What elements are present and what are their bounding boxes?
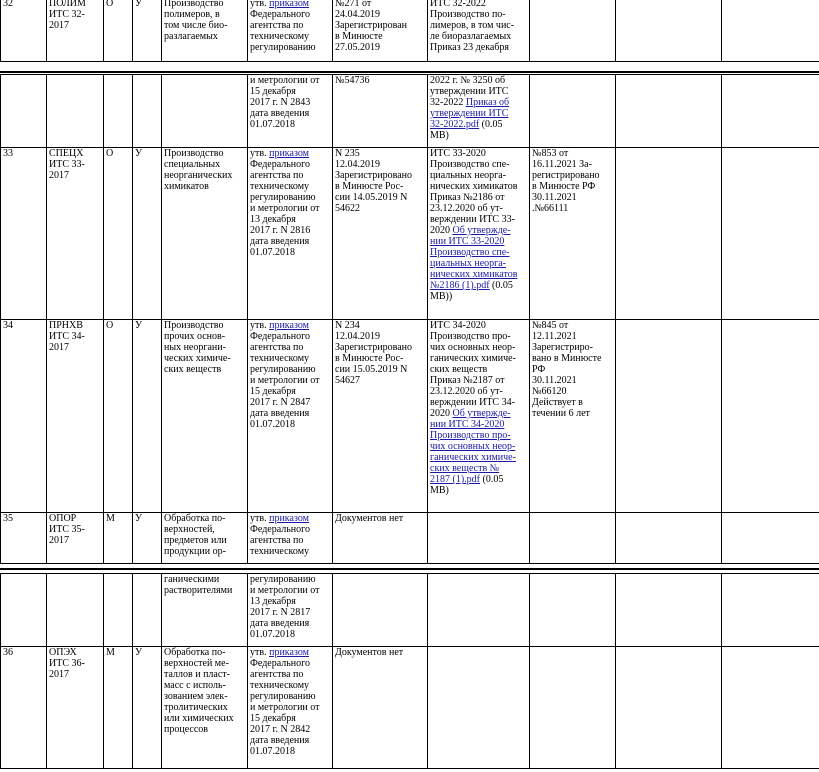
amendment-line: Действует в	[532, 397, 583, 408]
title-cell	[162, 75, 248, 148]
status-cell: У	[133, 0, 162, 62]
approval-text: Федерального	[250, 159, 311, 170]
registration-line: 12.04.2019	[335, 159, 380, 170]
registration-line: 12.04.2019	[335, 331, 380, 342]
approval-text: и метрологии от	[250, 375, 320, 386]
new-its-document-text: ских веществ	[430, 364, 488, 375]
amendment-cell	[530, 0, 616, 62]
registration-line: N 234	[335, 320, 360, 331]
approval-text: агентства по	[250, 170, 304, 181]
approval-text: регулированию	[250, 42, 316, 53]
table-row	[1, 75, 819, 148]
table-block-2	[0, 74, 819, 564]
approval-text: 01.07.2018	[250, 247, 295, 258]
new-its-document-text: ганических химиче-	[430, 353, 516, 364]
new-its-document-cell	[428, 148, 530, 320]
title-line: верхностей,	[164, 524, 215, 535]
approval-text: 2017 г. N 2843	[250, 97, 311, 108]
approval-text: дата введения	[250, 108, 310, 119]
approval-text: Федерального	[250, 524, 311, 535]
table-block-1	[0, 0, 819, 62]
approval-text: дата введения	[250, 408, 310, 419]
new-its-document-link[interactable]: нических химикатов	[430, 269, 518, 280]
title-line: масс с исполь-	[164, 680, 226, 691]
its-code-line: ИТС 36-	[49, 658, 85, 669]
its-code-line: ОПЭХ	[49, 647, 77, 658]
registration-line: в Минюсте	[335, 31, 383, 42]
new-its-document-link[interactable]: Производство спе-	[430, 247, 510, 258]
approval-text: техническому	[250, 181, 310, 192]
approval-text: утв.	[250, 320, 270, 331]
registration-line: в Минюсте Рос-	[335, 353, 404, 364]
its-table-part-3	[0, 573, 819, 769]
table-body-3	[1, 574, 819, 769]
new-its-document-text: 23.12.2020 об ут-	[430, 386, 503, 397]
approval-link[interactable]: приказом	[269, 0, 309, 9]
amendment-line: течении 6 лет	[532, 408, 590, 419]
table-row	[1, 148, 819, 320]
new-its-document-link[interactable]: Об утвержде-	[452, 408, 511, 419]
new-its-document-text: (0.05	[480, 474, 504, 485]
its-table-part-2	[0, 74, 819, 564]
table-block-3	[0, 573, 819, 769]
its-code-line: ПРНХВ	[49, 320, 83, 331]
title-line: зованием элек-	[164, 691, 228, 702]
new-its-document-link[interactable]: утверждении ИТС	[430, 108, 509, 119]
its-code-cell	[47, 75, 104, 148]
new-its-document-cell	[428, 0, 530, 62]
amendment-line: 12.11.2021	[532, 331, 577, 342]
title-line: продукции ор-	[164, 546, 226, 557]
new-its-document-cell	[428, 75, 530, 148]
title-cell	[162, 513, 248, 564]
its-code-line: ОПОР	[49, 513, 77, 524]
its-code-cell	[47, 0, 104, 62]
empty-cell	[722, 0, 819, 62]
row-number-cell: 35	[1, 513, 47, 564]
approval-cell	[248, 75, 333, 148]
its-code-line: ПОЛИМ	[49, 0, 86, 9]
title-line: ческих химиче-	[164, 353, 231, 364]
amendment-cell	[530, 148, 616, 320]
empty-cell	[616, 320, 722, 513]
new-its-document-text: ИТС 33-2020	[430, 148, 486, 159]
amendment-line: 30.11.2021	[532, 192, 577, 203]
amendment-line: 16.11.2021 За-	[532, 159, 592, 170]
title-line: таллов и пласт-	[164, 669, 230, 680]
amendment-line: 30.11.2021	[532, 375, 577, 386]
approval-text: регулированию	[250, 691, 316, 702]
empty-cell	[616, 513, 722, 564]
approval-text: Федерального	[250, 9, 311, 20]
registration-line: 54627	[335, 375, 360, 386]
new-its-document-text: нических химикатов	[430, 181, 518, 192]
new-its-document-text: 2022 г. № 3250 об	[430, 75, 506, 86]
approval-text: утв.	[250, 513, 270, 524]
registration-cell	[333, 148, 428, 320]
new-its-document-cell	[428, 647, 530, 769]
status-cell: У	[133, 320, 162, 513]
amendment-cell	[530, 574, 616, 647]
new-its-document-text: MB)	[430, 130, 449, 141]
title-line: ных неоргани-	[164, 342, 226, 353]
approval-text: агентства по	[250, 20, 304, 31]
table-body-1	[1, 0, 819, 62]
new-its-document-link[interactable]: циальных неорга-	[430, 258, 507, 269]
empty-cell	[616, 148, 722, 320]
approval-text: и метрологии от	[250, 702, 320, 713]
new-its-document-text: ИТС 32-2022	[430, 0, 486, 9]
new-its-document-text: Производство по-	[430, 9, 506, 20]
new-its-document-text: верждении ИТС 33-	[430, 214, 515, 225]
approval-text: 01.07.2018	[250, 119, 295, 130]
registration-cell	[333, 513, 428, 564]
new-its-document-text: (0.05	[479, 119, 503, 130]
its-table-part-1	[0, 0, 819, 62]
approval-link[interactable]: приказом	[269, 320, 309, 331]
row-number-cell: 36	[1, 647, 47, 769]
approval-link[interactable]: приказом	[269, 647, 309, 658]
title-cell	[162, 320, 248, 513]
approval-text: Федерального	[250, 331, 311, 342]
registration-line: N 235	[335, 148, 360, 159]
approval-text: 01.07.2018	[250, 629, 295, 640]
new-its-document-text: утверждении ИТС	[430, 86, 509, 97]
approval-text: дата введения	[250, 618, 310, 629]
title-line: растворителями	[164, 585, 233, 596]
approval-link[interactable]: приказом	[269, 513, 309, 524]
registration-line: Зарегистрирован	[335, 20, 408, 31]
approval-text: техническому	[250, 353, 310, 364]
registration-cell	[333, 320, 428, 513]
its-code-line: 2017	[49, 20, 69, 31]
new-its-document-text: чих основных неор-	[430, 342, 516, 353]
category-cell: М	[104, 647, 133, 769]
registration-line: 54622	[335, 203, 360, 214]
registration-line: 24.04.2019	[335, 9, 380, 20]
registration-line: Зарегистрировано	[335, 342, 413, 353]
new-its-document-text: Приказ №2187 от	[430, 375, 505, 386]
row-number-cell: 34	[1, 320, 47, 513]
title-line: Производство	[164, 0, 224, 9]
new-its-document-link[interactable]: чих основных неор-	[430, 441, 516, 452]
new-its-document-text: 32-2022	[430, 97, 466, 108]
title-line: прочих основ-	[164, 331, 226, 342]
approval-cell	[248, 647, 333, 769]
amendment-line: регистрировано	[532, 170, 600, 181]
table-row	[1, 0, 819, 62]
approval-cell	[248, 574, 333, 647]
new-its-document-text: верждении ИТС 34-	[430, 397, 515, 408]
approval-text: 15 декабря	[250, 713, 296, 724]
approval-text: регулированию	[250, 364, 316, 375]
approval-cell	[248, 148, 333, 320]
title-line: процессов	[164, 724, 208, 735]
registration-cell	[333, 647, 428, 769]
new-its-document-text: Производство про-	[430, 331, 511, 342]
approval-text: Федерального	[250, 658, 311, 669]
title-line: ганическими	[164, 574, 220, 585]
new-its-document-text: циальных неорга-	[430, 170, 507, 181]
amendment-line: Зарегистриро-	[532, 342, 593, 353]
its-code-line: ИТС 35-	[49, 524, 85, 535]
new-its-document-text: (0.05	[489, 280, 513, 291]
approval-text: утв.	[250, 148, 270, 159]
new-its-document-link[interactable]: 2187 (1).pdf	[430, 474, 480, 485]
category-cell: О	[104, 0, 133, 62]
empty-cell	[616, 75, 722, 148]
its-code-line: ИТС 34-	[49, 331, 85, 342]
approval-text: и метрологии от	[250, 203, 320, 214]
amendment-line: №845 от	[532, 320, 569, 331]
title-line: или химических	[164, 713, 234, 724]
empty-cell	[722, 75, 819, 148]
category-cell: О	[104, 148, 133, 320]
empty-cell	[722, 320, 819, 513]
amendment-line: в Минюсте РФ	[532, 181, 596, 192]
its-code-line: 2017	[49, 342, 69, 353]
approval-text: 15 декабря	[250, 386, 296, 397]
page-break-divider	[0, 71, 819, 73]
empty-cell	[722, 148, 819, 320]
new-its-document-link[interactable]: нии ИТС 34-2020	[430, 419, 505, 430]
row-number-cell: 33	[1, 148, 47, 320]
approval-text: утв.	[250, 647, 270, 658]
new-its-document-text: 23.12.2020 об ут-	[430, 203, 503, 214]
approval-text: 13 декабря	[250, 214, 296, 225]
registration-line: Документов нет	[335, 647, 404, 658]
title-line: Обработка по-	[164, 513, 226, 524]
approval-text: и метрологии от	[250, 75, 320, 86]
category-cell	[104, 75, 133, 148]
its-code-cell	[47, 647, 104, 769]
its-code-line: 2017	[49, 170, 69, 181]
new-its-document-cell	[428, 320, 530, 513]
amendment-cell	[530, 647, 616, 769]
amendment-line: №66120	[532, 386, 567, 397]
category-cell	[104, 574, 133, 647]
new-its-document-link[interactable]: ганических химиче-	[430, 452, 516, 463]
table-row	[1, 574, 819, 647]
its-code-cell	[47, 148, 104, 320]
approval-text: техническому	[250, 546, 310, 557]
approval-text: 01.07.2018	[250, 419, 295, 430]
new-its-document-text: ле биоразлагаемых	[430, 31, 512, 42]
empty-cell	[616, 647, 722, 769]
table-row	[1, 647, 819, 769]
new-its-document-link[interactable]: №2186 (1).pdf	[430, 280, 490, 291]
title-line: Производство	[164, 320, 224, 331]
title-line: неорганических	[164, 170, 233, 181]
table-body-2	[1, 75, 819, 564]
amendment-line: РФ	[532, 364, 546, 375]
registration-cell	[333, 0, 428, 62]
row-number-cell	[1, 75, 47, 148]
new-its-document-text: ИТС 34-2020	[430, 320, 486, 331]
amendment-line: №853 от	[532, 148, 569, 159]
approval-text: 2017 г. N 2847	[250, 397, 311, 408]
title-cell	[162, 647, 248, 769]
registration-line: Зарегистрировано	[335, 170, 413, 181]
title-line: специальных	[164, 159, 221, 170]
title-line: химикатов	[164, 181, 209, 192]
table-row	[1, 513, 819, 564]
table-row	[1, 320, 819, 513]
status-cell	[133, 574, 162, 647]
approval-cell	[248, 320, 333, 513]
approval-text: 2017 г. N 2842	[250, 724, 311, 735]
title-cell	[162, 148, 248, 320]
approval-cell	[248, 0, 333, 62]
registration-line: №271 от	[335, 0, 372, 9]
new-its-document-text: MB)	[430, 485, 449, 496]
status-cell: У	[133, 647, 162, 769]
new-its-document-link[interactable]: Об утвержде-	[452, 225, 511, 236]
registration-line: сии 15.05.2019 N	[335, 364, 408, 375]
approval-text: 13 декабря	[250, 596, 296, 607]
new-its-document-link[interactable]: ских веществ №	[430, 463, 500, 474]
approval-text: 01.07.2018	[250, 746, 295, 757]
new-its-document-text: Производство спе-	[430, 159, 510, 170]
title-line: разлагаемых	[164, 31, 218, 42]
title-line: ских веществ	[164, 364, 222, 375]
registration-line: сии 14.05.2019 N	[335, 192, 408, 203]
approval-text: регулированию	[250, 574, 316, 585]
title-line: Производство	[164, 148, 224, 159]
approval-text: 2017 г. N 2816	[250, 225, 311, 236]
category-cell: О	[104, 320, 133, 513]
approval-text: регулированию	[250, 192, 316, 203]
its-code-line: СПЕЦХ	[49, 148, 84, 159]
category-cell: М	[104, 513, 133, 564]
title-line: том числе био-	[164, 20, 228, 31]
registration-line: в Минюсте Рос-	[335, 181, 404, 192]
approval-text: техническому	[250, 680, 310, 691]
row-number-cell	[1, 574, 47, 647]
new-its-document-link[interactable]: 32-2022.pdf	[430, 119, 480, 130]
its-code-line: 2017	[49, 535, 69, 546]
approval-text: дата введения	[250, 735, 310, 746]
amendment-cell	[530, 513, 616, 564]
new-its-document-text: Приказ №2186 от	[430, 192, 505, 203]
empty-cell	[616, 0, 722, 62]
status-cell: У	[133, 148, 162, 320]
amendment-cell	[530, 75, 616, 148]
approval-text: техническому	[250, 31, 310, 42]
approval-cell	[248, 513, 333, 564]
its-code-line: 2017	[49, 669, 69, 680]
title-line: тролитических	[164, 702, 228, 713]
title-cell	[162, 0, 248, 62]
new-its-document-cell	[428, 513, 530, 564]
approval-text: утв.	[250, 0, 270, 9]
new-its-document-link[interactable]: нии ИТС 33-2020	[430, 236, 505, 247]
new-its-document-text: Приказ 23 декабря	[430, 42, 510, 53]
approval-text: 15 декабря	[250, 86, 296, 97]
title-line: Обработка по-	[164, 647, 226, 658]
title-cell	[162, 574, 248, 647]
approval-text: и метрологии от	[250, 585, 320, 596]
row-number-cell: 32	[1, 0, 47, 62]
title-line: предметов или	[164, 535, 227, 546]
approval-text: агентства по	[250, 342, 304, 353]
approval-text: дата введения	[250, 236, 310, 247]
new-its-document-text: 2020	[430, 408, 453, 419]
new-its-document-text: 2020	[430, 225, 453, 236]
page-break-divider	[0, 568, 819, 570]
status-cell: У	[133, 513, 162, 564]
status-cell	[133, 75, 162, 148]
approval-text: 2017 г. N 2817	[250, 607, 311, 618]
its-code-line: ИТС 32-	[49, 9, 85, 20]
amendment-line: вано в Минюсте	[532, 353, 602, 364]
new-its-document-text: MB))	[430, 291, 453, 302]
new-its-document-link[interactable]: Приказ об	[465, 97, 510, 108]
new-its-document-text: лимеров, в том чис-	[430, 20, 515, 31]
title-line: верхностей ме-	[164, 658, 229, 669]
approval-text: агентства по	[250, 669, 304, 680]
registration-line: 27.05.2019	[335, 42, 380, 53]
its-code-line: ИТС 33-	[49, 159, 85, 170]
approval-link[interactable]: приказом	[269, 148, 309, 159]
amendment-line: .№66111	[532, 203, 569, 214]
its-code-cell	[47, 574, 104, 647]
registration-line: Документов нет	[335, 513, 404, 524]
its-code-cell	[47, 320, 104, 513]
new-its-document-cell	[428, 574, 530, 647]
its-code-cell	[47, 513, 104, 564]
new-its-document-link[interactable]: Производство про-	[430, 430, 511, 441]
registration-cell	[333, 75, 428, 148]
title-line: полимеров, в	[164, 9, 220, 20]
empty-cell	[616, 574, 722, 647]
approval-text: агентства по	[250, 535, 304, 546]
registration-line: №54736	[335, 75, 370, 86]
empty-cell	[722, 574, 819, 647]
empty-cell	[722, 513, 819, 564]
amendment-cell	[530, 320, 616, 513]
registration-cell	[333, 574, 428, 647]
empty-cell	[722, 647, 819, 769]
